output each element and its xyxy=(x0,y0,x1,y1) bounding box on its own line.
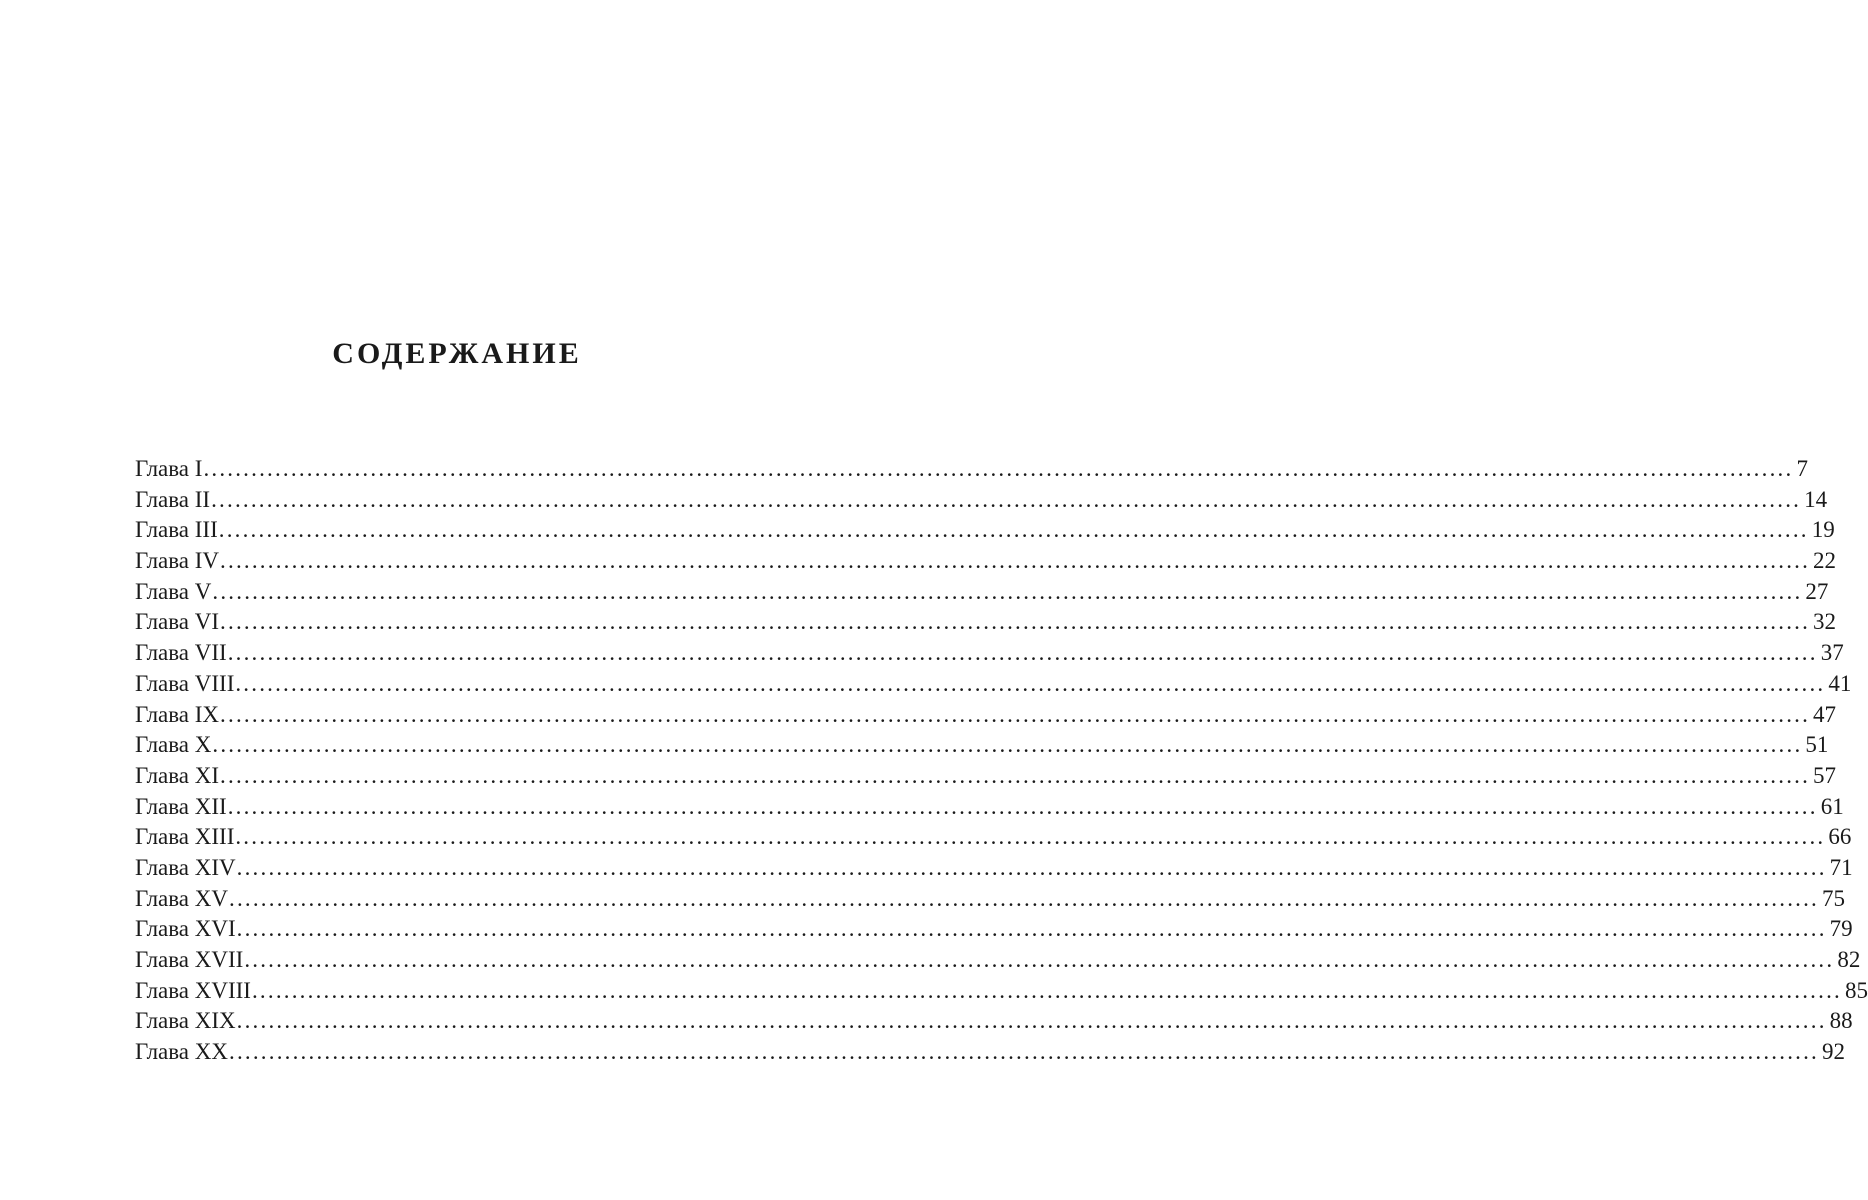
dot-leader: ........................................................................................................................................................................................................ xyxy=(227,640,1818,666)
toc-chapter-label: Глава XV xyxy=(135,885,228,911)
dot-leader: ........................................................................................................................................................................................................ xyxy=(211,486,1802,512)
toc-chapter-label: Глава XI xyxy=(135,762,220,788)
dot-leader: ........................................................................................................................................................................................................ xyxy=(235,824,1826,850)
dot-leader: ........................................................................................................................................................................................................ xyxy=(229,885,1819,911)
toc-page-number: 79 xyxy=(1829,916,1853,942)
dot-leader: ........................................................................................................................................................................................................ xyxy=(229,1039,1819,1065)
toc-chapter-label: Глава IX xyxy=(135,701,220,727)
dot-leader: ........................................................................................................................................................................................................ xyxy=(236,854,1827,880)
toc-entry xyxy=(135,607,1837,638)
dot-leader: ........................................................................................................................................................................................................ xyxy=(220,762,1811,788)
toc-page-number: 51 xyxy=(1805,732,1829,758)
toc-page-number: 32 xyxy=(1813,609,1837,635)
toc-entry xyxy=(135,515,1835,546)
table-of-contents xyxy=(135,454,1868,1068)
toc-chapter-label: Глава V xyxy=(135,578,212,604)
dot-leader: ........................................................................................................................................................................................................ xyxy=(236,916,1827,942)
toc-chapter-label: Глава VII xyxy=(135,640,227,666)
dot-leader: ........................................................................................................................................................................................................ xyxy=(236,1008,1827,1034)
toc-chapter-label: Глава X xyxy=(135,732,212,758)
dot-leader: ........................................................................................................................................................................................................ xyxy=(235,670,1826,696)
toc-page-number: 7 xyxy=(1796,456,1808,481)
toc-chapter-label: Глава XVIII xyxy=(135,977,251,1003)
dot-leader: ........................................................................................................................................................................................................ xyxy=(251,977,1842,1003)
toc-chapter-label: Глава XVII xyxy=(135,947,244,972)
toc-entry xyxy=(135,546,1837,577)
toc-entry xyxy=(135,792,1844,823)
toc-page-number: 88 xyxy=(1829,1008,1853,1034)
toc-entry xyxy=(135,976,1868,1007)
toc-page-number: 41 xyxy=(1828,670,1852,696)
toc-entry xyxy=(135,822,1852,853)
toc-chapter-label: Глава II xyxy=(135,486,211,512)
toc-chapter-label: Глава XIV xyxy=(135,854,236,880)
toc-page-number: 57 xyxy=(1813,762,1837,788)
toc-chapter-label: Глава XIX xyxy=(135,1008,236,1034)
dot-leader: ........................................................................................................................................................................................................ xyxy=(220,548,1811,574)
toc-page-number: 47 xyxy=(1813,701,1837,727)
toc-chapter-label: Глава VI xyxy=(135,609,220,635)
toc-chapter-label: Глава XII xyxy=(135,793,227,819)
dot-leader: ........................................................................................................................................................................................................ xyxy=(244,947,1835,972)
toc-page-number: 22 xyxy=(1813,548,1837,574)
toc-chapter-label: Глава IV xyxy=(135,548,220,574)
toc-entry xyxy=(135,1006,1853,1037)
toc-page-number: 85 xyxy=(1844,977,1868,1003)
toc-page-number: 37 xyxy=(1820,640,1844,666)
dot-leader: ........................................................................................................................................................................................................ xyxy=(203,456,1794,481)
toc-chapter-label: Глава XIII xyxy=(135,824,235,850)
toc-page-number: 75 xyxy=(1822,885,1845,911)
page-title: СОДЕРЖАНИЕ xyxy=(332,337,582,370)
dot-leader: ........................................................................................................................................................................................................ xyxy=(218,517,1809,543)
toc-entry xyxy=(135,884,1845,915)
toc-entry xyxy=(135,945,1861,976)
toc-entry xyxy=(135,1037,1845,1068)
toc-chapter-label: Глава XVI xyxy=(135,916,236,942)
toc-entry xyxy=(135,914,1853,945)
dot-leader: ........................................................................................................................................................................................................ xyxy=(227,793,1818,819)
toc-chapter-label: Глава VIII xyxy=(135,670,235,696)
toc-entry xyxy=(135,700,1837,731)
dot-leader: ........................................................................................................................................................................................................ xyxy=(220,701,1811,727)
toc-entry xyxy=(135,454,1808,485)
dot-leader: ........................................................................................................................................................................................................ xyxy=(212,732,1803,758)
toc-chapter-label: Глава XX xyxy=(135,1039,228,1065)
toc-chapter-label: Глава III xyxy=(135,517,218,543)
toc-page-number: 61 xyxy=(1820,793,1844,819)
toc-entry xyxy=(135,730,1829,761)
toc-entry xyxy=(135,669,1852,700)
dot-leader: ........................................................................................................................................................................................................ xyxy=(212,578,1803,604)
toc-page-number: 71 xyxy=(1829,854,1853,880)
dot-leader: ........................................................................................................................................................................................................ xyxy=(220,609,1811,635)
toc-entry xyxy=(135,577,1829,608)
toc-entry xyxy=(135,853,1853,884)
toc-page-number: 82 xyxy=(1837,947,1861,972)
toc-page-number: 66 xyxy=(1828,824,1852,850)
toc-page-number: 92 xyxy=(1822,1039,1845,1065)
toc-entry xyxy=(135,638,1844,669)
toc-entry xyxy=(135,485,1828,516)
toc-page-number: 27 xyxy=(1805,578,1829,604)
toc-page-number: 14 xyxy=(1804,486,1828,512)
toc-entry xyxy=(135,761,1837,792)
toc-chapter-label: Глава I xyxy=(135,456,203,481)
toc-page-number: 19 xyxy=(1811,517,1835,543)
